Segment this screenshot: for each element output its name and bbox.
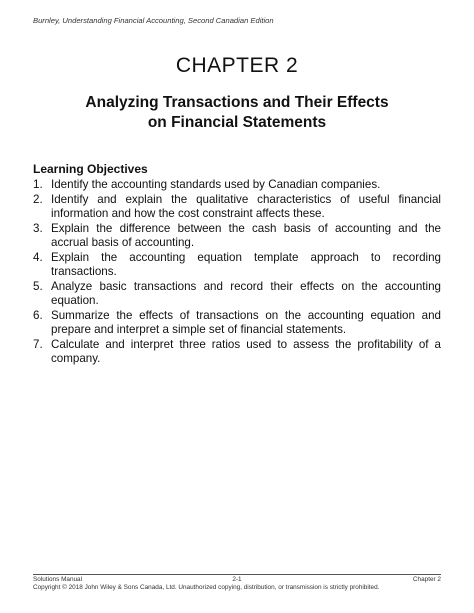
copyright-notice: Copyright © 2018 John Wiley & Sons Canada, Ltd. Unauthorized copying, distribution, or transmission is strictly prohibited. bbox=[33, 584, 380, 591]
footer-left: Solutions Manual bbox=[33, 576, 83, 583]
objective-text: Calculate and interpret three ratios used to assess the profitability of a company. bbox=[51, 337, 441, 365]
objective-text: Summarize the effects of transactions on the accounting equation and prepare and interpret a simple set of financial statements. bbox=[51, 308, 441, 336]
objective-number: 2. bbox=[33, 192, 43, 206]
learning-objective-5 bbox=[33, 280, 441, 308]
chapter-label: CHAPTER 2 bbox=[175, 54, 299, 77]
learning-objective-3 bbox=[33, 222, 441, 250]
objective-text: Explain the difference between the cash basis of accounting and the accrual basis of accounting. bbox=[51, 221, 441, 249]
learning-objectives-heading: Learning Objectives bbox=[33, 162, 148, 176]
footer bbox=[33, 576, 441, 583]
learning-objective-6 bbox=[33, 309, 441, 337]
footer-right: Chapter 2 bbox=[412, 576, 441, 583]
running-header: Burnley, Understanding Financial Accounting, Second Canadian Edition bbox=[33, 16, 274, 25]
learning-objectives-list bbox=[33, 178, 441, 367]
learning-objective-7 bbox=[33, 338, 441, 366]
objective-number: 7. bbox=[33, 337, 43, 351]
objective-number: 6. bbox=[33, 308, 43, 322]
objective-text: Identify and explain the qualitative characteristics of useful financial information and how the cost constraint affects these. bbox=[51, 192, 441, 220]
objective-text: Analyze basic transactions and record their effects on the accounting equation. bbox=[51, 279, 441, 307]
objective-text: Identify the accounting standards used by Canadian companies. bbox=[51, 178, 381, 191]
learning-objective-1 bbox=[33, 178, 441, 192]
chapter-title-line-1: Analyzing Transactions and Their Effects bbox=[85, 94, 389, 111]
objective-number: 4. bbox=[33, 250, 43, 264]
objective-number: 5. bbox=[33, 279, 43, 293]
learning-objective-4 bbox=[33, 251, 441, 279]
objective-text: Explain the accounting equation template approach to recording transactions. bbox=[51, 250, 441, 278]
chapter-title bbox=[0, 93, 474, 133]
learning-objective-2 bbox=[33, 193, 441, 221]
footer-divider bbox=[33, 574, 441, 575]
chapter-title-line-2: on Financial Statements bbox=[147, 114, 327, 131]
page-number: 2-1 bbox=[232, 576, 242, 583]
objective-number: 1. bbox=[33, 178, 43, 191]
objective-number: 3. bbox=[33, 221, 43, 235]
